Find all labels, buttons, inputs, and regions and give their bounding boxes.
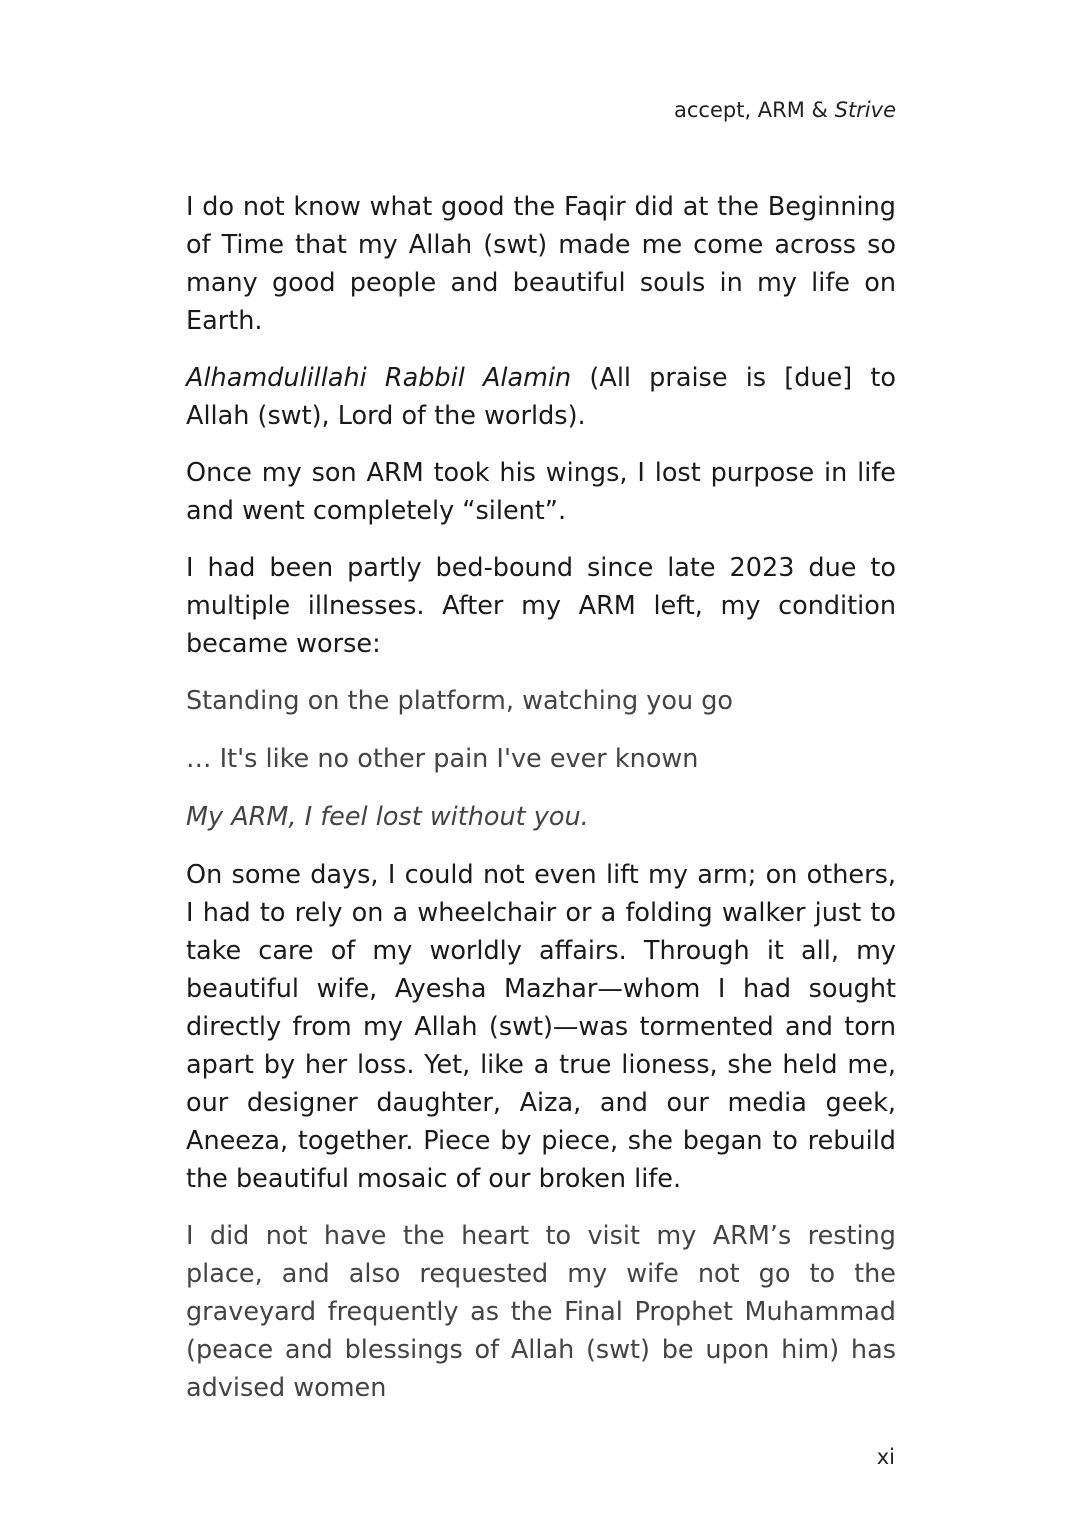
paragraph (186, 188, 896, 340)
paragraph-text: On some days, I could not even lift my arm; on others, I had to rely on a wheelchair or a folding walker just to take care of my worldly affairs. Through it all, my beautiful wife, Ayesha Mazhar—whom I had sought directly from my Allah (swt)—was tormented and torn apart by her loss. Yet, like a true lioness, she held me, our designer daughter, Aiza, and our media geek, Aneeza, together. Piece by piece, she began to rebuild the beautiful mosaic of our broken life. (186, 860, 896, 1194)
running-header-italic: Strive (834, 98, 896, 122)
paragraph (186, 1217, 896, 1407)
running-header-text: accept, ARM & (674, 98, 835, 122)
body-text (186, 188, 896, 1426)
verse-text: My ARM, I feel lost without you. (186, 802, 589, 832)
page-number: xi (876, 1445, 895, 1469)
paragraph (186, 856, 896, 1198)
paragraph-text: Once my son ARM took his wings, I lost purpose in life and went completely “silent”. (186, 458, 896, 526)
paragraph-text: I do not know what good the Faqir did at the Beginning of Time that my Allah (swt) made me come across so many good people and beautiful souls in my life on Earth. (186, 192, 896, 336)
verse-line (186, 798, 896, 836)
verse-text: Standing on the platform, watching you go (186, 686, 734, 716)
running-header (674, 95, 896, 125)
verse-text: … It's like no other pain I've ever known (186, 744, 699, 774)
paragraph (186, 549, 896, 663)
paragraph (186, 454, 896, 530)
paragraph-text: (All praise is [due] to Allah (swt), Lord of the worlds). (186, 363, 896, 431)
verse-line (186, 682, 896, 720)
verse-line (186, 740, 896, 778)
paragraph-text: I had been partly bed-bound since late 2023 due to multiple illnesses. After my ARM left, my condition became worse: (186, 553, 896, 659)
paragraph (186, 359, 896, 435)
paragraph-text: I did not have the heart to visit my ARM’s resting place, and also requested my wife not go to the graveyard frequently as the Final Prophet Muhammad (peace and blessings of Allah (swt) be upon him) has advised women (186, 1221, 896, 1403)
paragraph-italic-phrase: Alhamdulillahi Rabbil Alamin (186, 363, 572, 393)
